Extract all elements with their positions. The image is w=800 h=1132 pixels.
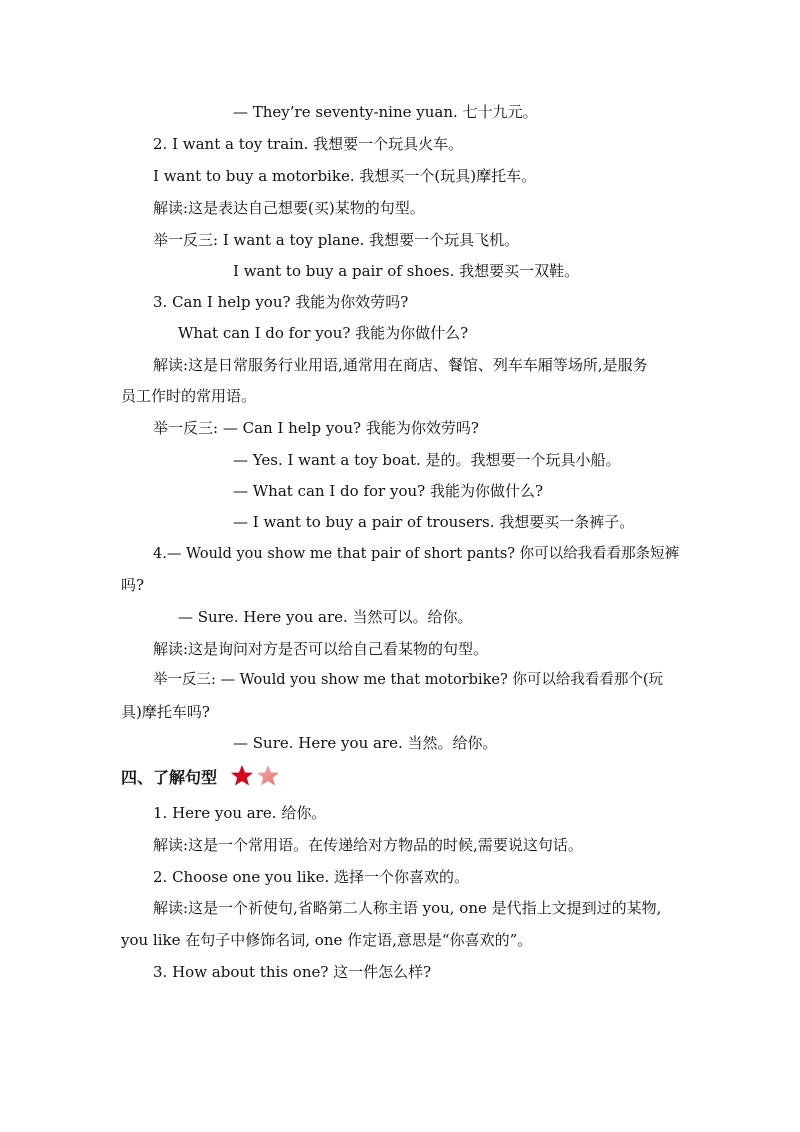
text-line: 解读:这是日常服务行业用语,通常用在商店、餐馆、列车车厢等场所,是服务: [153, 356, 648, 374]
text-line: 解读:这是表达自己想要(买)某物的句型。: [153, 199, 425, 217]
text-line: 举一反三: — Would you show me that motorbike? 你可以给我看看那个(玩: [153, 672, 663, 688]
text-line: What can I do for you? 我能为你做什么?: [178, 324, 469, 342]
star-rating: [230, 764, 282, 788]
text-line: 举一反三: I want a toy plane. 我想要一个玩具飞机。: [153, 231, 520, 249]
section-heading: 四、了解句型: [121, 768, 218, 787]
text-line: 3. Can I help you? 我能为你效劳吗?: [153, 293, 409, 311]
text-line: 3. How about this one? 这一件怎么样?: [153, 963, 432, 981]
text-line: — What can I do for you? 我能为你做什么?: [233, 482, 543, 500]
text-line: 2. I want a toy train. 我想要一个玩具火车。: [153, 135, 464, 153]
text-line: I want to buy a motorbike. 我想买一个(玩具)摩托车。: [153, 167, 537, 185]
text-line: 员工作时的常用语。: [121, 387, 257, 405]
text-line: 解读:这是询问对方是否可以给自己看某物的句型。: [153, 640, 489, 658]
text-line: you like 在句子中修饰名词, one 作定语,意思是“你喜欢的”。: [121, 931, 533, 949]
text-line: 4.— Would you show me that pair of short pants? 你可以给我看看那条短裤: [153, 546, 680, 562]
text-line: — I want to buy a pair of trousers. 我想要买一条裤子。: [233, 513, 635, 531]
star-full-icon: [231, 765, 253, 786]
text-line: — Sure. Here you are. 当然。给你。: [233, 734, 498, 752]
text-line: — Sure. Here you are. 当然可以。给你。: [178, 608, 473, 626]
text-line: 2. Choose one you like. 选择一个你喜欢的。: [153, 868, 469, 886]
text-line: 1. Here you are. 给你。: [153, 804, 327, 822]
text-line: 具)摩托车吗?: [121, 703, 210, 721]
text-line: 举一反三: — Can I help you? 我能为你效劳吗?: [153, 419, 479, 437]
text-line: — Yes. I want a toy boat. 是的。我想要一个玩具小船。: [233, 451, 621, 469]
text-line: 解读:这是一个常用语。在传递给对方物品的时候,需要说这句话。: [153, 836, 583, 854]
text-line: I want to buy a pair of shoes. 我想要买一双鞋。: [233, 262, 580, 280]
star-half-icon: [257, 765, 279, 786]
text-line: 解读:这是一个祈使句,省略第二人称主语 you, one 是代指上文提到过的某物,: [153, 899, 662, 917]
text-line: — They’re seventy-nine yuan. 七十九元。: [233, 103, 538, 121]
text-line: 吗?: [121, 576, 145, 594]
